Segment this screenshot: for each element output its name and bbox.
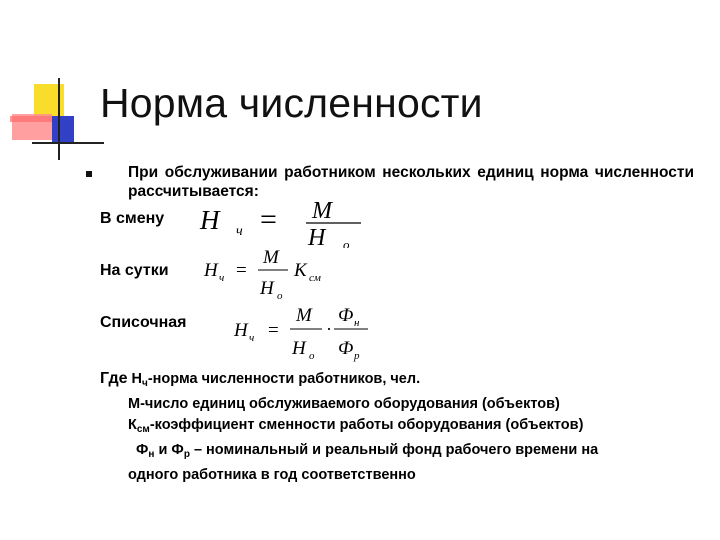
formula-day-mult: К <box>294 260 307 281</box>
formula-list <box>230 298 380 362</box>
note-text-funds: – номинальный и реальный фонд рабочего времени на <box>189 442 599 458</box>
formula-list-num1: М <box>296 305 312 326</box>
formula-list-den1-sub: о <box>309 350 315 362</box>
formula-shift-equals: = <box>260 203 277 236</box>
formula-list-num2: Ф <box>338 305 354 326</box>
formula-list-num2-sub: н <box>354 317 360 329</box>
note-symbol-fn: Ф <box>136 442 149 458</box>
note-symbol-fn-sub: н <box>148 449 155 460</box>
formula-day-equals: = <box>236 260 247 281</box>
note-line-3 <box>100 415 598 440</box>
formula-list-lhs: Н <box>234 320 248 341</box>
note-symbol-fr: Ф <box>171 442 184 458</box>
formula-shift-den: Н <box>308 225 326 248</box>
logo-pink-bar <box>10 116 54 122</box>
slide-title: Норма численности <box>100 80 483 126</box>
bullet-text: При обслуживании работником нескольких единиц норма численности рассчитывается: <box>128 164 694 200</box>
label-shift: В смену <box>100 210 165 227</box>
formula-shift-num: М <box>312 198 332 224</box>
formula-shift-lhs: Н <box>200 205 220 235</box>
formula-day-mult-sub: см <box>309 272 321 284</box>
formula-list-den2: Ф <box>338 338 354 359</box>
formula-day-num: М <box>263 247 279 268</box>
note-where-word: Где <box>100 370 128 387</box>
formula-shift-lhs-sub: ч <box>236 224 243 239</box>
note-and: и <box>154 442 172 458</box>
note-text-nch: -норма численности работников, чел. <box>147 371 421 387</box>
formula-list-den1: Н <box>292 338 306 359</box>
formula-day-den-sub: о <box>277 290 283 302</box>
note-symbol-nch: Н <box>131 371 143 387</box>
formula-list-equals: = <box>268 320 279 341</box>
formula-shift <box>196 196 366 248</box>
note-line-4 <box>100 440 598 465</box>
label-list: Списочная <box>100 314 187 331</box>
note-symbol-nch-sub: ч <box>142 378 148 389</box>
logo-horizontal-line <box>32 142 104 144</box>
label-day: На сутки <box>100 262 169 279</box>
formula-list-dot: · <box>326 319 332 339</box>
logo-blue-square <box>52 116 74 144</box>
formula-shift-den-sub: о <box>343 237 350 248</box>
note-symbol-fr-sub: р <box>183 449 190 460</box>
note-line-5: одного работника в год соответственно <box>128 467 416 483</box>
note-symbol-ksm-sub: см <box>136 424 150 435</box>
formula-day <box>200 244 340 302</box>
formula-list-den2-sub: р <box>354 350 360 362</box>
note-line-1 <box>100 368 598 394</box>
logo-vertical-line <box>58 78 60 160</box>
note-symbol-ksm: К <box>128 417 137 433</box>
bullet-square-icon <box>86 171 92 177</box>
formula-list-lhs-sub: ч <box>249 332 255 344</box>
formula-day-lhs-sub: ч <box>219 272 225 284</box>
legend-notes <box>100 368 598 486</box>
formula-day-den: Н <box>260 278 274 299</box>
note-text-ksm: -коэффициент сменности работы оборудования (объектов) <box>149 417 584 433</box>
note-line-2: М-число единиц обслуживаемого оборудования (объектов) <box>128 396 560 412</box>
formula-day-lhs: Н <box>204 260 218 281</box>
